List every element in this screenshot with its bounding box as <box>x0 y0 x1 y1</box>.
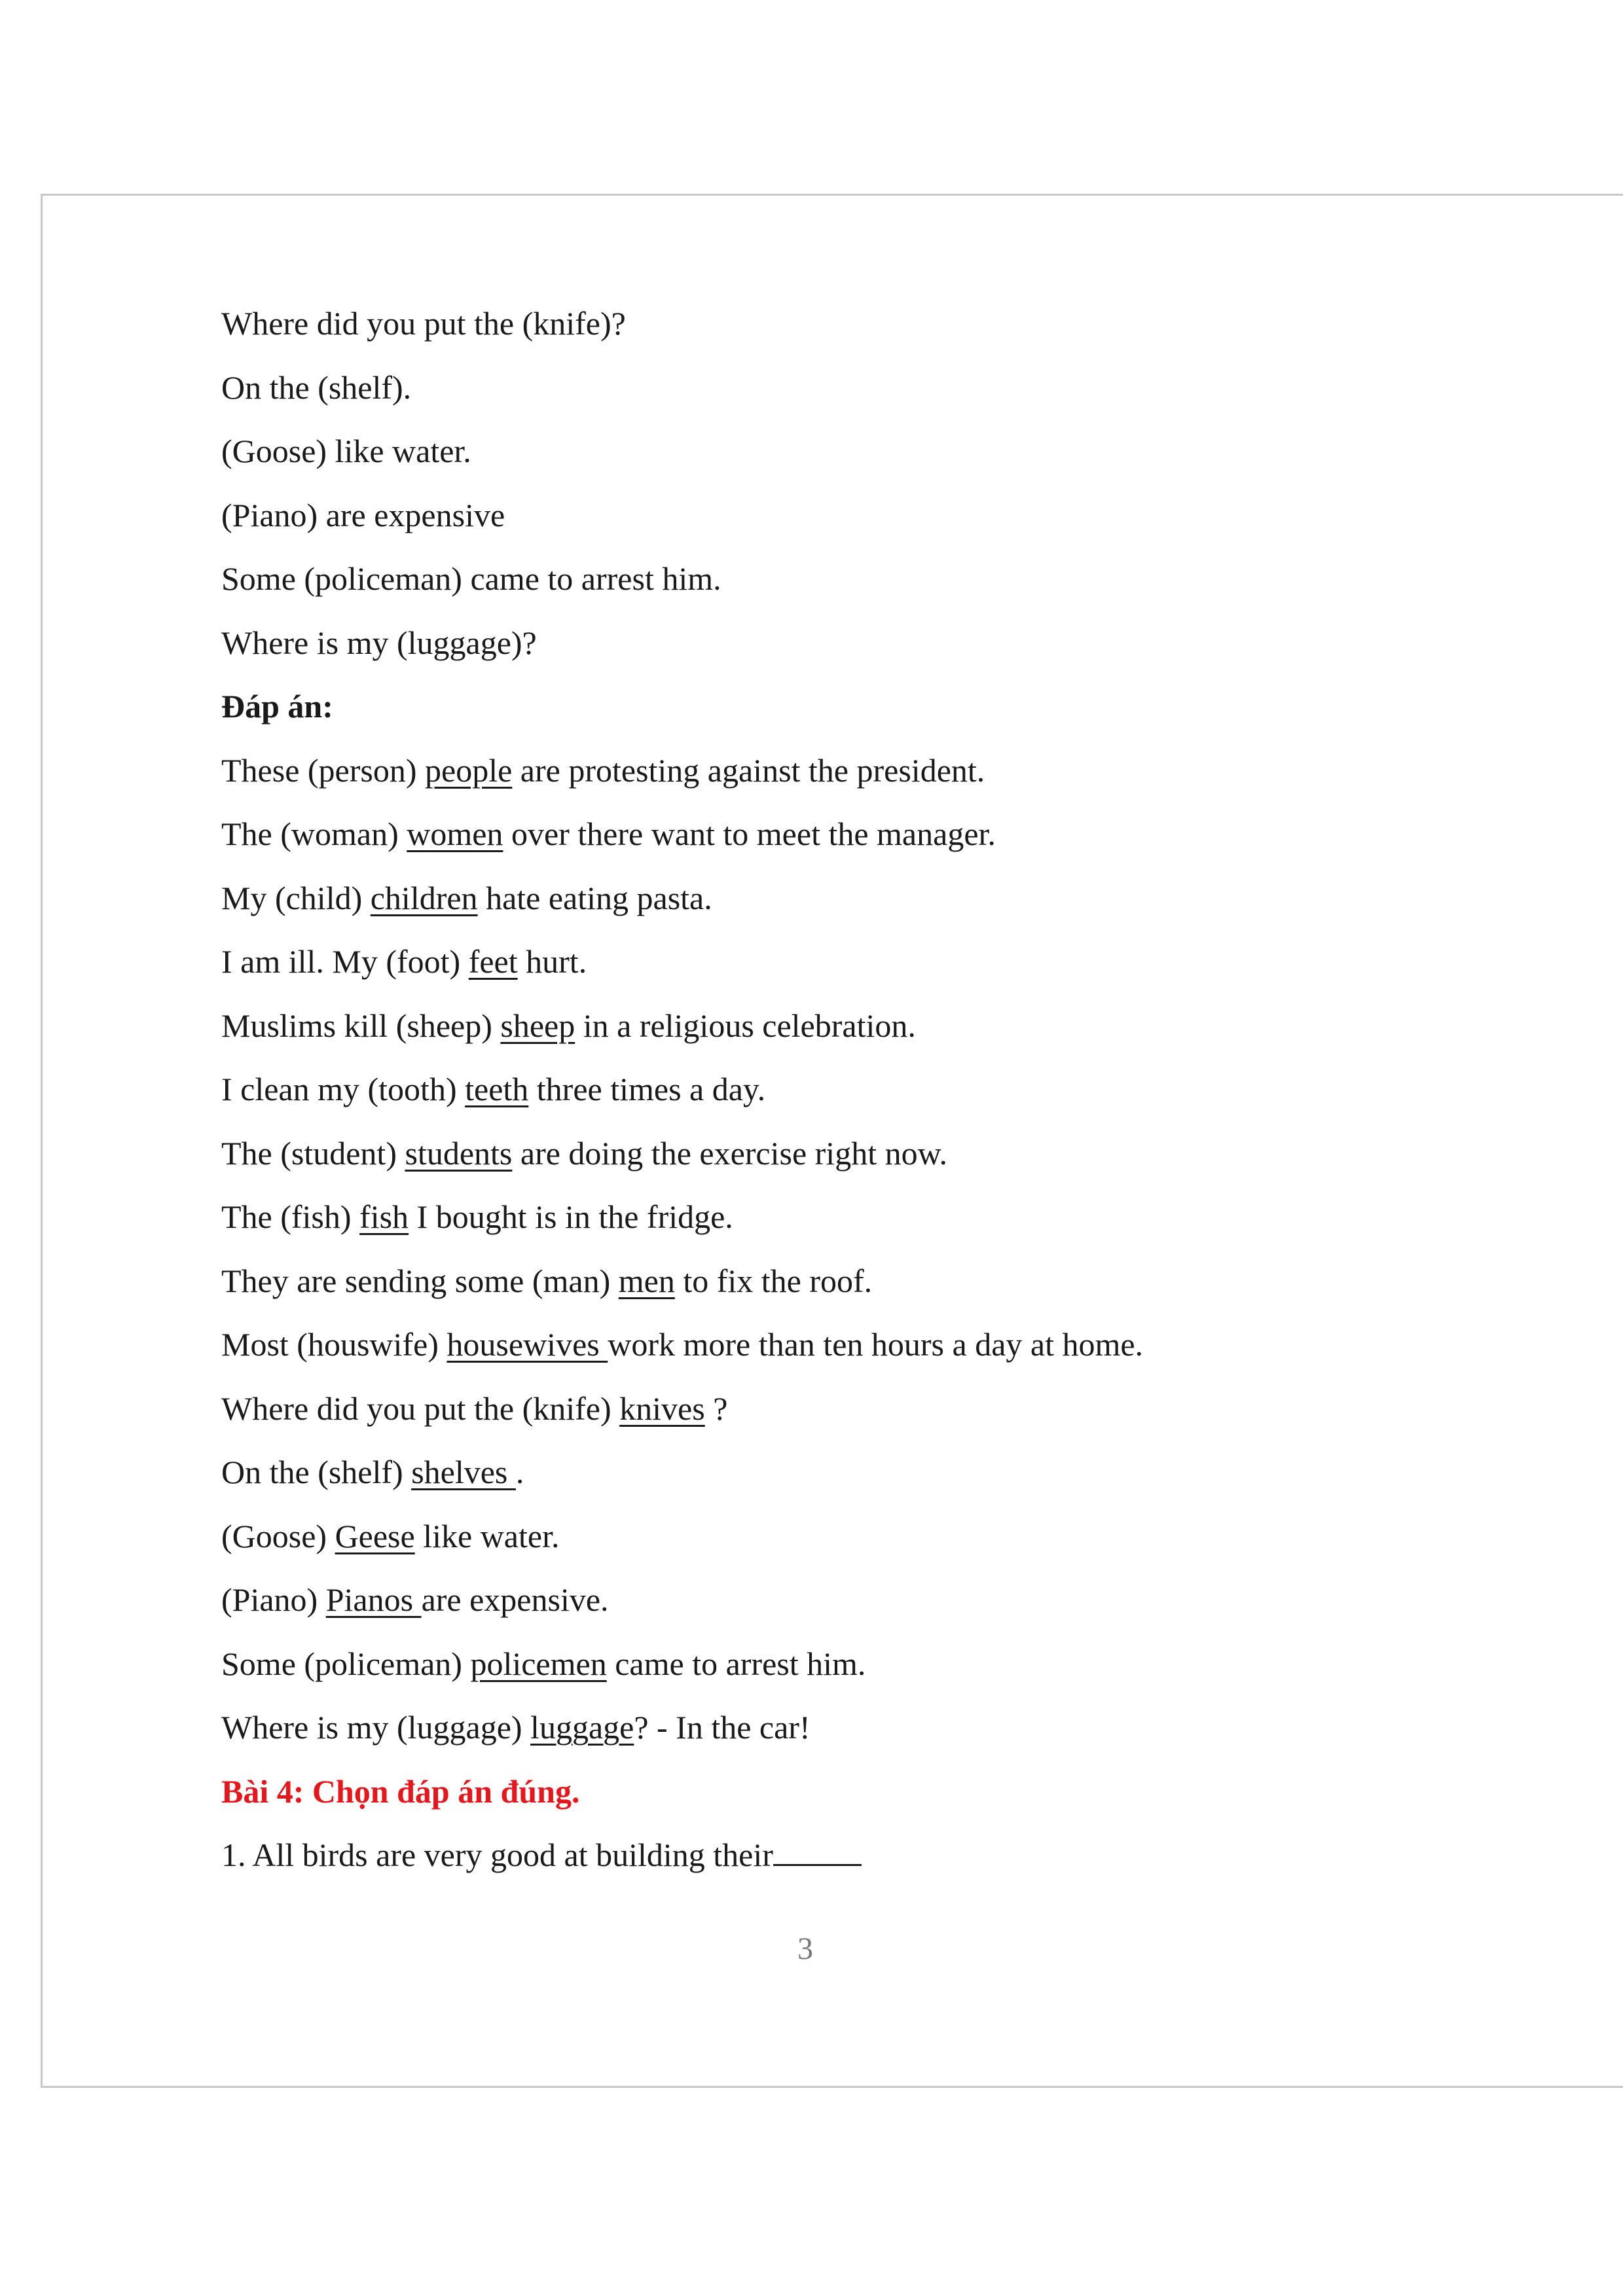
answer-suffix: I bought is in the fridge. <box>409 1198 733 1235</box>
answer-word: knives <box>619 1390 705 1427</box>
document-body <box>221 292 1465 1888</box>
answer-line <box>221 1568 1465 1632</box>
question-line: (Piano) are expensive <box>221 496 505 533</box>
page-number: 3 <box>797 1931 813 1966</box>
answer-prefix: The (fish) <box>221 1198 360 1235</box>
answer-prefix: Most (houswife) <box>221 1326 447 1363</box>
answer-suffix: hurt. <box>517 943 587 980</box>
answer-suffix: are expensive. <box>421 1581 609 1618</box>
answer-prefix: (Piano) <box>221 1581 326 1618</box>
answer-word: Geese <box>335 1517 415 1554</box>
exercise-heading: Bài 4: Chọn đáp án đúng. <box>221 1772 580 1810</box>
exercise-question-line <box>221 1823 1465 1888</box>
question-line: Where is my (luggage)? <box>221 624 537 661</box>
answer-line <box>221 1632 1465 1696</box>
question-line: Where did you put the (knife)? <box>221 305 626 342</box>
answer-prefix: The (student) <box>221 1134 405 1172</box>
question-line: On the (shelf). <box>221 368 412 406</box>
answer-suffix: ? <box>704 1390 728 1427</box>
answer-suffix: in a religious celebration. <box>575 1007 916 1044</box>
answer-prefix: The (woman) <box>221 816 407 852</box>
answer-word: housewives <box>447 1326 608 1363</box>
answer-prefix: I clean my (tooth) <box>221 1071 465 1107</box>
answer-prefix: My (child) <box>221 879 371 916</box>
answer-word: policemen <box>470 1645 607 1682</box>
answer-suffix: three times a day. <box>528 1071 766 1107</box>
answer-line <box>221 1058 1465 1122</box>
answer-prefix: On the (shelf) <box>221 1454 412 1490</box>
answer-word: women <box>407 816 503 852</box>
answer-line <box>221 994 1465 1058</box>
answer-word: students <box>405 1134 513 1172</box>
answer-word: men <box>618 1262 675 1299</box>
answer-prefix: Some (policeman) <box>221 1645 471 1682</box>
answer-suffix: ? - In the car! <box>634 1709 811 1746</box>
answer-suffix: are protesting against the president. <box>512 751 985 789</box>
answer-blank <box>773 1838 862 1866</box>
answer-line <box>221 739 1465 803</box>
answer-suffix: came to arrest him. <box>606 1645 866 1682</box>
answer-word: shelves <box>411 1454 516 1490</box>
answer-prefix: Where did you put the (knife) <box>221 1390 620 1427</box>
question-line: Some (policeman) came to arrest him. <box>221 560 721 597</box>
answer-line <box>221 1185 1465 1249</box>
answer-line <box>221 1696 1465 1760</box>
answer-heading: Đáp án: <box>221 688 333 725</box>
answer-prefix: Where is my (luggage) <box>221 1709 531 1746</box>
answer-word: teeth <box>465 1071 529 1107</box>
answer-suffix: are doing the exercise right now. <box>512 1134 947 1172</box>
answer-prefix: They are sending some (man) <box>221 1262 619 1299</box>
answer-word: luggage <box>530 1709 634 1746</box>
answer-line <box>221 1122 1465 1186</box>
answer-suffix: like water. <box>414 1517 560 1554</box>
answer-suffix: to fix the roof. <box>674 1262 873 1299</box>
answer-line <box>221 1377 1465 1441</box>
answer-line <box>221 930 1465 994</box>
question-line: (Goose) like water. <box>221 433 471 469</box>
answer-word: children <box>370 879 478 916</box>
answer-prefix: Muslims kill (sheep) <box>221 1007 501 1044</box>
answer-word: sheep <box>500 1007 575 1044</box>
answer-suffix: hate eating pasta. <box>477 879 712 916</box>
answer-suffix: work more than ten hours a day at home. <box>608 1326 1144 1363</box>
answer-line <box>221 867 1465 931</box>
answer-prefix: I am ill. My (foot) <box>221 943 469 980</box>
answer-line <box>221 1441 1465 1505</box>
exercise-question-text: 1. All birds are very good at building their <box>221 1837 773 1873</box>
answer-word: feet <box>468 943 518 980</box>
answer-prefix: (Goose) <box>221 1517 335 1554</box>
answer-word: people <box>425 751 513 789</box>
answer-suffix: . <box>515 1454 524 1490</box>
answer-line <box>221 1505 1465 1569</box>
answer-prefix: These (person) <box>221 751 425 789</box>
answer-suffix: over there want to meet the manager. <box>503 816 996 852</box>
answer-line <box>221 1249 1465 1314</box>
answer-line <box>221 1313 1465 1377</box>
answer-word: Pianos <box>325 1581 422 1618</box>
answer-line <box>221 802 1465 867</box>
answer-word: fish <box>359 1198 409 1235</box>
